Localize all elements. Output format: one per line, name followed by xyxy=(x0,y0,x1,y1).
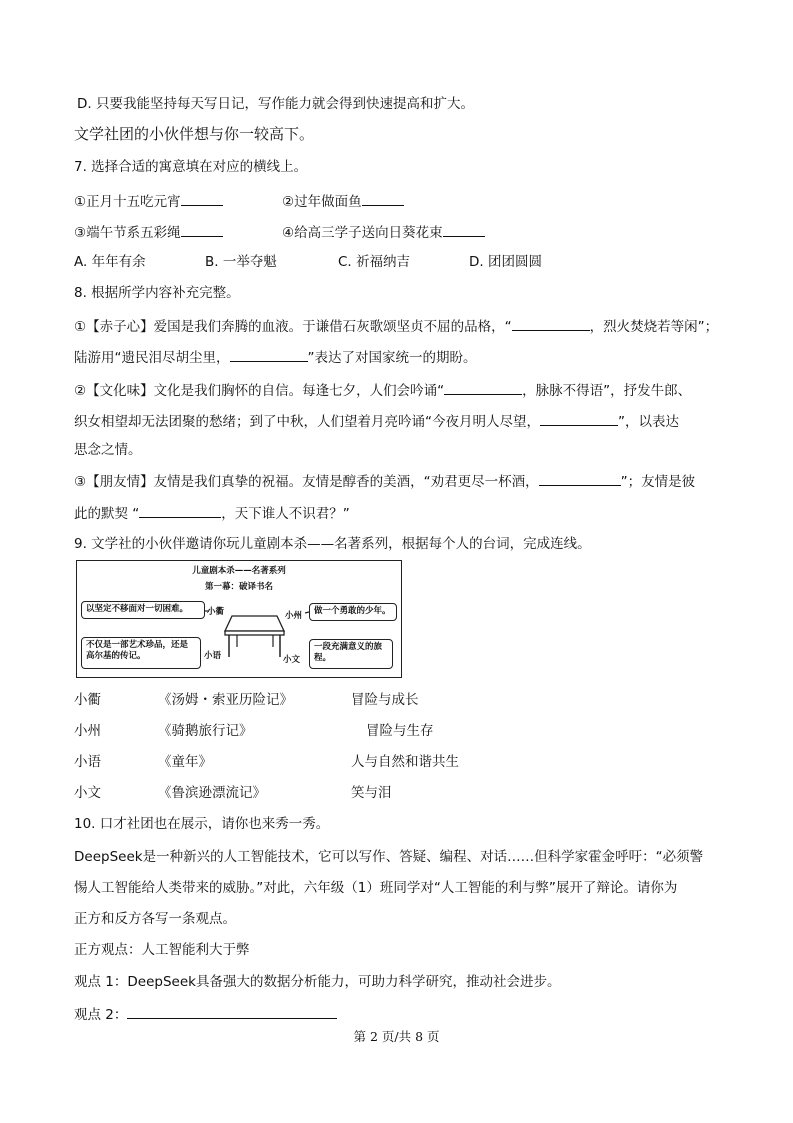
positive-side-title: 正方观点：人工智能利大于弊 xyxy=(74,942,250,958)
q8-item-1-line-2: 陆游用“遗民泪尽胡尘里， ”表达了对国家统一的期盼。 xyxy=(74,347,477,367)
q7-blank-3[interactable] xyxy=(181,222,223,237)
q10-paragraph-line-3: 正方和反方各写一条观点。 xyxy=(74,911,236,927)
match-theme-1: 冒险与成长 xyxy=(351,692,419,708)
q8-blank-3[interactable] xyxy=(444,380,522,395)
speaker-4: 小文 xyxy=(283,655,301,665)
q7-blank-2[interactable] xyxy=(362,191,404,206)
table-drawing xyxy=(77,561,401,677)
q10-paragraph-line-1: DeepSeek是一种新兴的人工智能技术，它可以写作、答疑、编程、对话……但科学家霍金呼吁：“必须警 xyxy=(74,849,704,865)
speaker-2: 小州 xyxy=(285,611,303,621)
script-kill-figure xyxy=(76,560,402,678)
match-name-2: 小州 xyxy=(74,723,101,739)
q8-item-3-line-1: ③【朋友情】友情是我们真挚的祝福。友情是醇香的美酒，“劝君更尽一杯酒， ”；友情是彼 xyxy=(74,471,695,491)
figure-subtitle: 第一幕：破译书名 xyxy=(204,582,273,592)
q7-option-d: D. 团团圆圆 xyxy=(469,254,542,270)
match-book-1: 《汤姆・索亚历险记》 xyxy=(158,692,293,708)
viewpoint-1: 观点 1：DeepSeek具备强大的数据分析能力，可助力科学研究，推动社会进步。 xyxy=(74,974,561,990)
q8-item-2-line-3: 思念之情。 xyxy=(74,442,142,458)
q7-option-b: B. 一举夺魁 xyxy=(205,254,277,270)
match-theme-4: 笑与泪 xyxy=(351,785,392,801)
q8-blank-2[interactable] xyxy=(230,347,308,362)
q10-paragraph-line-2: 惕人工智能给人类带来的威胁。”对此，六年级（1）班同学对“人工智能的利与弊”展开了辩论。请你为 xyxy=(74,880,678,896)
speech-bubble-3: 不仅是一部艺术珍品，还是高尔基的传记。 xyxy=(81,637,201,669)
q8-blank-6[interactable] xyxy=(139,503,221,518)
question-8: 8. 根据所学内容补充完整。 xyxy=(74,285,240,301)
match-name-4: 小文 xyxy=(74,785,101,801)
match-theme-3: 人与自然和谐共生 xyxy=(351,754,459,770)
match-name-1: 小衢 xyxy=(74,692,101,708)
speech-bubble-4: 一段充满意义的旅程。 xyxy=(309,639,393,669)
viewpoint-2-blank[interactable] xyxy=(127,1004,337,1019)
q7-item-1: ①正月十五吃元宵 xyxy=(74,191,223,211)
viewpoint-2: 观点 2： xyxy=(74,1004,337,1024)
match-book-4: 《鲁滨逊漂流记》 xyxy=(158,785,266,801)
option-d: D. 只要我能坚持每天写日记，写作能力就会得到快速提高和扩大。 xyxy=(77,96,474,112)
q7-item-4: ④给高三学子送向日葵花束 xyxy=(282,222,485,242)
question-9: 9. 文学社的小伙伴邀请你玩儿童剧本杀——名著系列，根据每个人的台词，完成连线。 xyxy=(74,536,591,552)
speech-bubble-1: 以坚定不移面对一切困难。 xyxy=(81,601,205,619)
speech-bubble-2: 做一个勇敢的少年。 xyxy=(309,603,397,621)
question-10: 10. 口才社团也在展示，请你也来秀一秀。 xyxy=(74,816,330,832)
match-book-2: 《骑鹅旅行记》 xyxy=(158,723,253,739)
q8-item-1-line-1: ①【赤子心】爱国是我们奔腾的血液。于谦借石灰歌颂坚贞不屈的品格，“ ，烈火焚烧若等闲”； xyxy=(74,316,718,336)
speaker-1: 小衢 xyxy=(207,607,225,617)
q7-blank-1[interactable] xyxy=(181,191,223,206)
q7-option-c: C. 祈福纳吉 xyxy=(338,254,411,270)
speaker-3: 小语 xyxy=(204,651,222,661)
q8-item-2-line-1: ②【文化味】文化是我们胸怀的自信。每逢七夕，人们会吟诵“ ，脉脉不得语”，抒发牛郎、 xyxy=(74,380,691,400)
q8-item-3-line-2: 此的默契 “ ，天下谁人不识君？” xyxy=(74,503,350,523)
question-7: 7. 选择合适的寓意填在对应的横线上。 xyxy=(74,159,308,175)
match-theme-2: 冒险与生存 xyxy=(366,723,434,739)
q8-blank-4[interactable] xyxy=(540,411,618,426)
match-book-3: 《童年》 xyxy=(158,754,212,770)
q8-item-2-line-2: 织女相望却无法团聚的愁绪；到了中秋，人们望着月亮吟诵“今夜月明人尽望， ”，以表达 xyxy=(74,411,679,431)
section-intro: 文学社团的小伙伴想与你一较高下。 xyxy=(74,125,315,143)
match-name-3: 小语 xyxy=(74,754,101,770)
q7-blank-4[interactable] xyxy=(443,222,485,237)
q7-option-a: A. 年年有余 xyxy=(74,254,146,270)
q8-blank-5[interactable] xyxy=(539,471,621,486)
q7-item-2: ②过年做面鱼 xyxy=(282,191,404,211)
q8-blank-1[interactable] xyxy=(512,316,590,331)
page-footer: 第 2 页/共 8 页 xyxy=(353,1029,440,1044)
figure-title: 儿童剧本杀——名著系列 xyxy=(192,566,286,576)
q7-item-3: ③端午节系五彩绳 xyxy=(74,222,223,242)
